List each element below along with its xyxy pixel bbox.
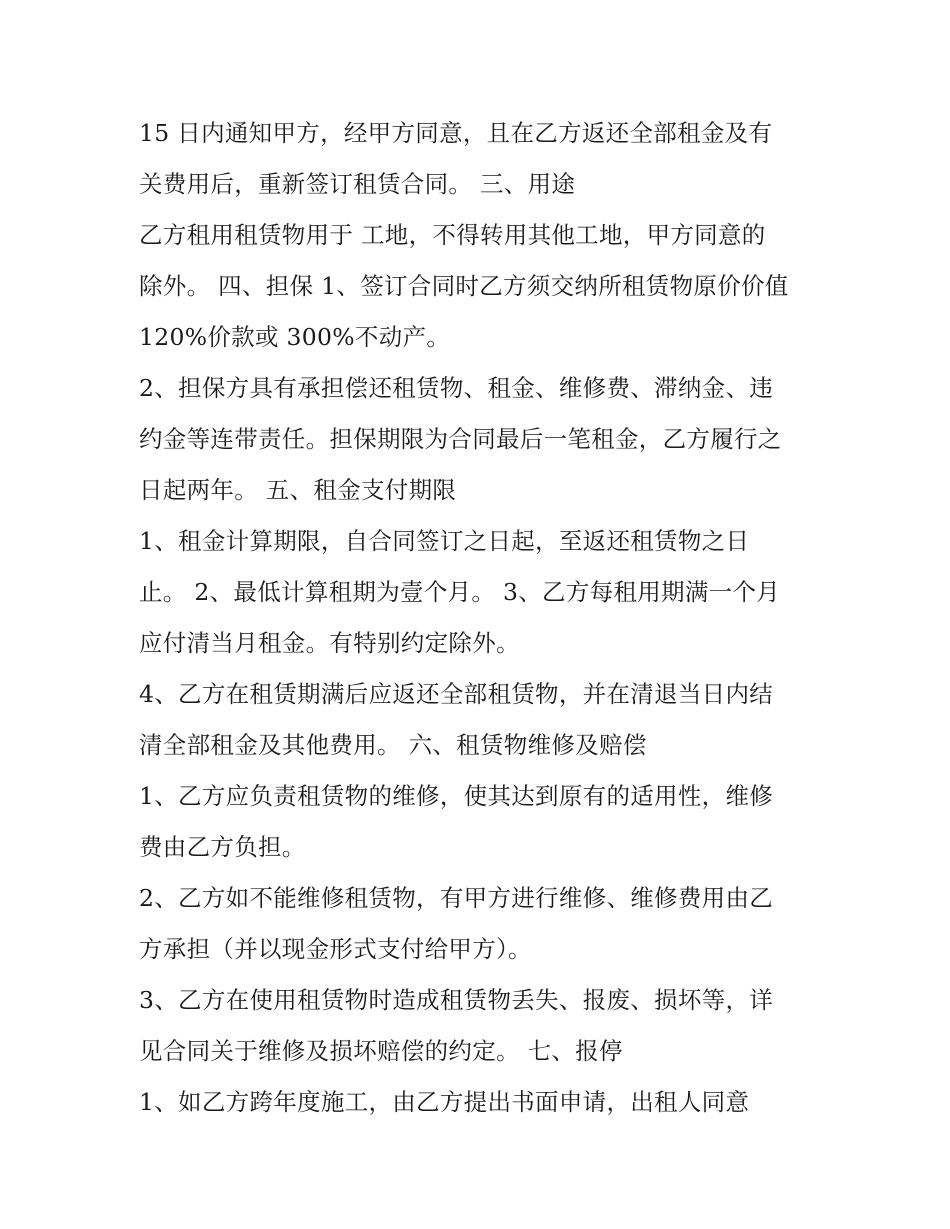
text-line: 2、乙方如不能维修租赁物，有甲方进行维修、维修费用由乙	[139, 884, 774, 912]
text-line: 清全部租金及其他费用。 六、租赁物维修及赔偿	[139, 731, 647, 759]
text-line: 2、担保方具有承担偿还租赁物、租金、维修费、滞纳金、违	[139, 374, 774, 402]
text-line: 乙方租用租赁物用于 工地，不得转用其他工地，甲方同意的	[139, 221, 766, 249]
text-line: 止。 2、最低计算租期为壹个月。 3、乙方每租用期满一个月	[139, 578, 781, 606]
text-line: 1、租金计算期限，自合同签订之日起，至返还租赁物之日	[139, 527, 750, 555]
text-line: 费由乙方负担。	[139, 833, 306, 861]
text-line: 除外。 四、担保 1、签订合同时乙方须交纳所租赁物原价价值	[139, 272, 789, 300]
text-line: 方承担（并以现金形式支付给甲方）。	[139, 935, 532, 963]
text-line: 1、乙方应负责租赁物的维修，使其达到原有的适用性，维修	[139, 782, 774, 810]
text-line: 关费用后，重新签订租赁合同。 三、用途	[139, 170, 576, 198]
text-line: 1、如乙方跨年度施工，由乙方提出书面申请，出租人同意	[139, 1088, 750, 1116]
text-line: 3、乙方在使用租赁物时造成租赁物丢失、报废、损坏等，详	[139, 986, 774, 1014]
text-line: 日起两年。 五、租金支付期限	[139, 476, 457, 504]
document-body	[139, 108, 839, 1128]
text-line: 15 日内通知甲方，经甲方同意，且在乙方返还全部租金及有	[139, 119, 773, 147]
text-line: 应付清当月租金。有特别约定除外。	[139, 629, 520, 657]
text-line: 约金等连带责任。担保期限为合同最后一笔租金，乙方履行之	[139, 425, 782, 453]
text-line: 4、乙方在租赁期满后应返还全部租赁物，并在清退当日内结	[139, 680, 774, 708]
text-line: 120%价款或 300%不动产。	[139, 323, 451, 351]
text-line: 见合同关于维修及损坏赔偿的约定。 七、报停	[139, 1037, 623, 1065]
